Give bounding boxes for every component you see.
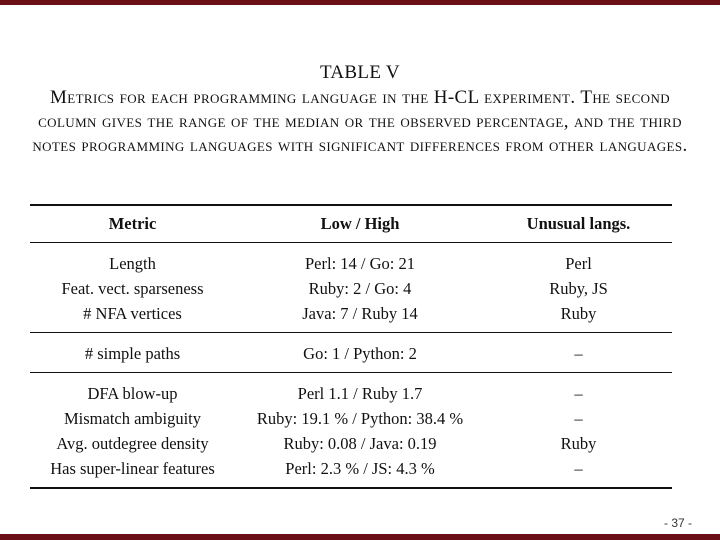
metric-cell: DFA blow-up [87, 383, 178, 403]
metric-cell: Avg. outdegree density [56, 433, 209, 453]
header-metric: Metric [30, 205, 235, 243]
langs-cell: – [485, 456, 672, 488]
table-group-3 [30, 373, 672, 489]
range-cell: Perl: 2.3 % / JS: 4.3 % [235, 456, 485, 488]
range-cell: Java: 7 / Ruby 14 [235, 301, 485, 333]
header-low-high: Low / High [235, 205, 485, 243]
table-row [30, 373, 672, 407]
range-cell: Perl: 14 / Go: 21 [305, 253, 415, 273]
range-cell: Ruby: 2 / Go: 4 [308, 278, 412, 298]
table-label: TABLE V [320, 62, 400, 83]
metric-cell: Mismatch ambiguity [63, 408, 202, 428]
langs-cell: Perl [565, 253, 592, 273]
langs-cell: Ruby [560, 433, 597, 453]
table-row [30, 431, 672, 456]
range-cell: Go: 1 / Python: 2 [235, 333, 485, 373]
table-row [30, 276, 672, 301]
table-header-row [30, 205, 672, 243]
table-group-2 [30, 333, 672, 373]
metric-cell: # NFA vertices [30, 301, 235, 333]
top-accent-bar [0, 0, 720, 5]
range-cell: Perl 1.1 / Ruby 1.7 [297, 383, 423, 403]
table-row [30, 456, 672, 488]
langs-cell: – [574, 383, 583, 403]
table-row [30, 301, 672, 333]
page-number: - 37 - [663, 516, 692, 530]
table-group-1 [30, 243, 672, 333]
range-cell: Ruby: 19.1 % / Python: 38.4 % [256, 408, 464, 428]
langs-cell: – [485, 333, 672, 373]
metric-cell: Length [109, 253, 156, 273]
langs-cell: Ruby [485, 301, 672, 333]
metric-cell: Feat. vect. sparseness [61, 278, 204, 298]
langs-cell: – [574, 408, 583, 428]
bottom-accent-bar [0, 534, 720, 540]
metric-cell: # simple paths [30, 333, 235, 373]
range-cell: Ruby: 0.08 / Java: 0.19 [283, 433, 437, 453]
table-caption: Metrics for each programming language in the H-CL experiment. The second column gives the range of the median or the observed percentage, and the third notes programming languages with significant differences from other languages. [32, 87, 688, 156]
langs-cell: Ruby, JS [549, 278, 608, 298]
metric-cell: Has super-linear features [30, 456, 235, 488]
table-row [30, 333, 672, 373]
table-row [30, 406, 672, 431]
header-unusual-langs: Unusual langs. [485, 205, 672, 243]
metrics-table [30, 204, 672, 489]
table-row [30, 243, 672, 277]
